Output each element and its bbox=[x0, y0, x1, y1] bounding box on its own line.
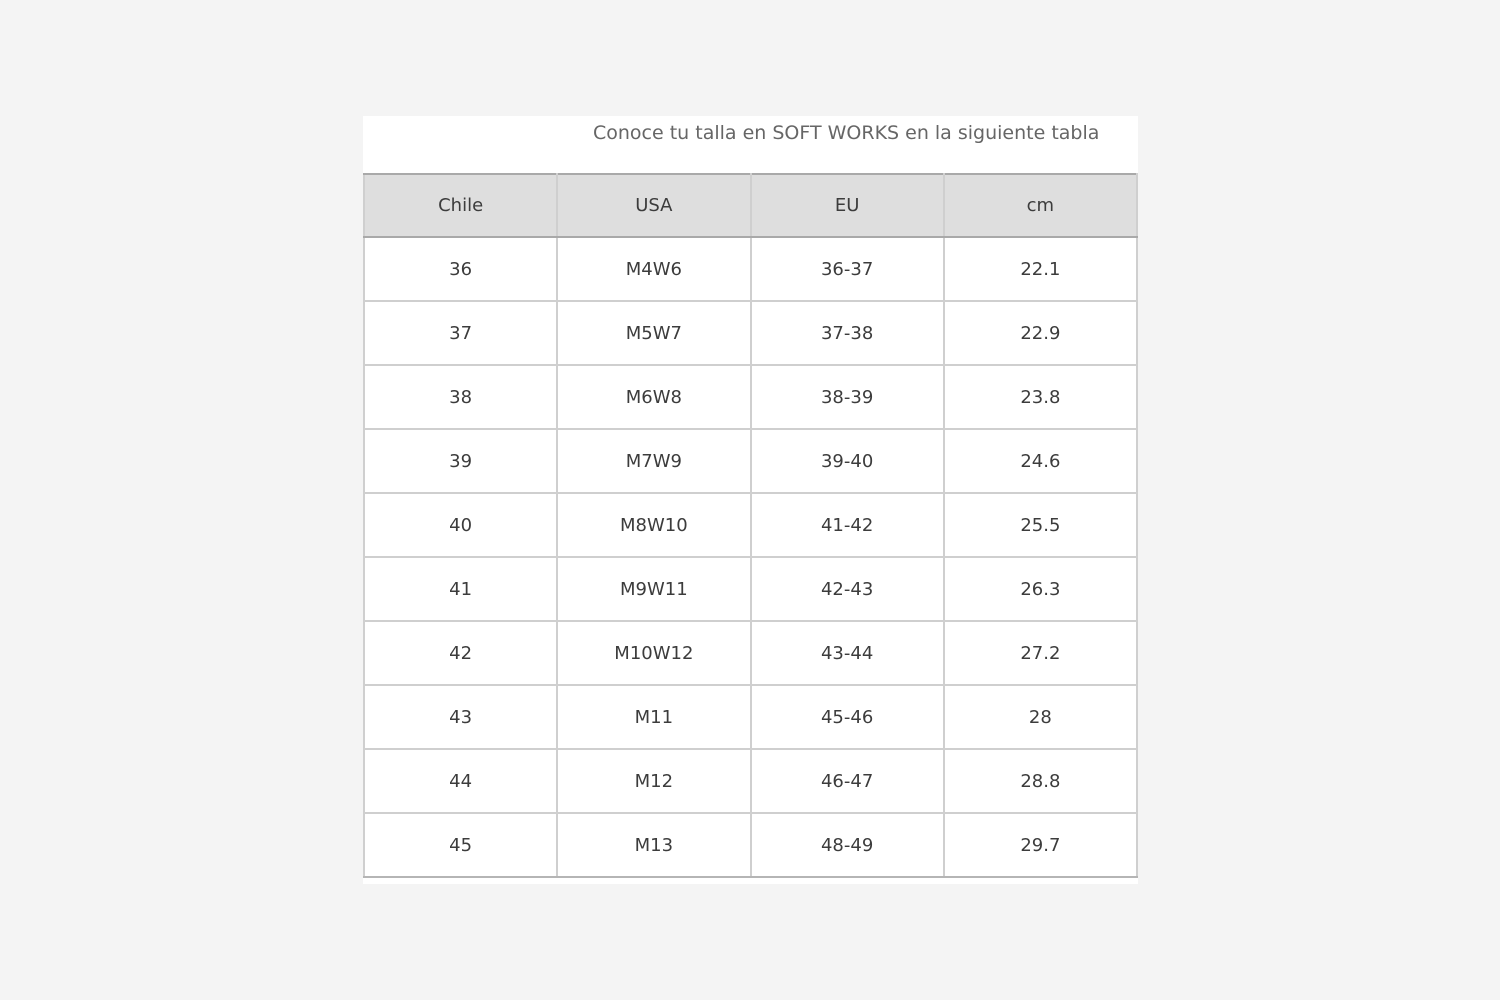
cell-eu: 42-43 bbox=[751, 557, 944, 621]
cell-usa: M9W11 bbox=[557, 557, 750, 621]
cell-cm: 28 bbox=[944, 685, 1137, 749]
column-header-eu: EU bbox=[751, 174, 944, 237]
cell-usa: M8W10 bbox=[557, 493, 750, 557]
cell-cm: 29.7 bbox=[944, 813, 1137, 877]
cell-usa: M4W6 bbox=[557, 237, 750, 301]
table-row bbox=[364, 429, 1137, 493]
cell-chile: 45 bbox=[364, 813, 557, 877]
cell-chile: 38 bbox=[364, 365, 557, 429]
cell-eu: 36-37 bbox=[751, 237, 944, 301]
cell-usa: M7W9 bbox=[557, 429, 750, 493]
cell-chile: 44 bbox=[364, 749, 557, 813]
table-row bbox=[364, 365, 1137, 429]
table-row bbox=[364, 749, 1137, 813]
cell-chile: 43 bbox=[364, 685, 557, 749]
cell-usa: M13 bbox=[557, 813, 750, 877]
table-row bbox=[364, 493, 1137, 557]
cell-chile: 36 bbox=[364, 237, 557, 301]
cell-usa: M5W7 bbox=[557, 301, 750, 365]
cell-eu: 43-44 bbox=[751, 621, 944, 685]
size-chart-card bbox=[363, 116, 1138, 884]
cell-eu: 46-47 bbox=[751, 749, 944, 813]
cell-eu: 41-42 bbox=[751, 493, 944, 557]
cell-cm: 27.2 bbox=[944, 621, 1137, 685]
cell-chile: 41 bbox=[364, 557, 557, 621]
table-row bbox=[364, 685, 1137, 749]
size-chart-caption: Conoce tu talla en SOFT WORKS en la siguiente tabla bbox=[593, 122, 1100, 144]
cell-usa: M6W8 bbox=[557, 365, 750, 429]
cell-cm: 24.6 bbox=[944, 429, 1137, 493]
cell-cm: 22.1 bbox=[944, 237, 1137, 301]
cell-usa: M12 bbox=[557, 749, 750, 813]
cell-usa: M11 bbox=[557, 685, 750, 749]
cell-cm: 22.9 bbox=[944, 301, 1137, 365]
cell-chile: 39 bbox=[364, 429, 557, 493]
cell-eu: 39-40 bbox=[751, 429, 944, 493]
cell-eu: 48-49 bbox=[751, 813, 944, 877]
cell-eu: 38-39 bbox=[751, 365, 944, 429]
column-header-usa: USA bbox=[557, 174, 750, 237]
table-row bbox=[364, 621, 1137, 685]
table-row bbox=[364, 301, 1137, 365]
cell-cm: 26.3 bbox=[944, 557, 1137, 621]
cell-chile: 40 bbox=[364, 493, 557, 557]
size-chart-table bbox=[363, 173, 1138, 878]
table-row bbox=[364, 237, 1137, 301]
column-header-cm: cm bbox=[944, 174, 1137, 237]
cell-cm: 28.8 bbox=[944, 749, 1137, 813]
table-header-row bbox=[364, 174, 1137, 237]
cell-eu: 37-38 bbox=[751, 301, 944, 365]
cell-chile: 37 bbox=[364, 301, 557, 365]
table-row bbox=[364, 557, 1137, 621]
column-header-chile: Chile bbox=[364, 174, 557, 237]
cell-usa: M10W12 bbox=[557, 621, 750, 685]
cell-chile: 42 bbox=[364, 621, 557, 685]
cell-eu: 45-46 bbox=[751, 685, 944, 749]
cell-cm: 23.8 bbox=[944, 365, 1137, 429]
cell-cm: 25.5 bbox=[944, 493, 1137, 557]
table-row bbox=[364, 813, 1137, 877]
